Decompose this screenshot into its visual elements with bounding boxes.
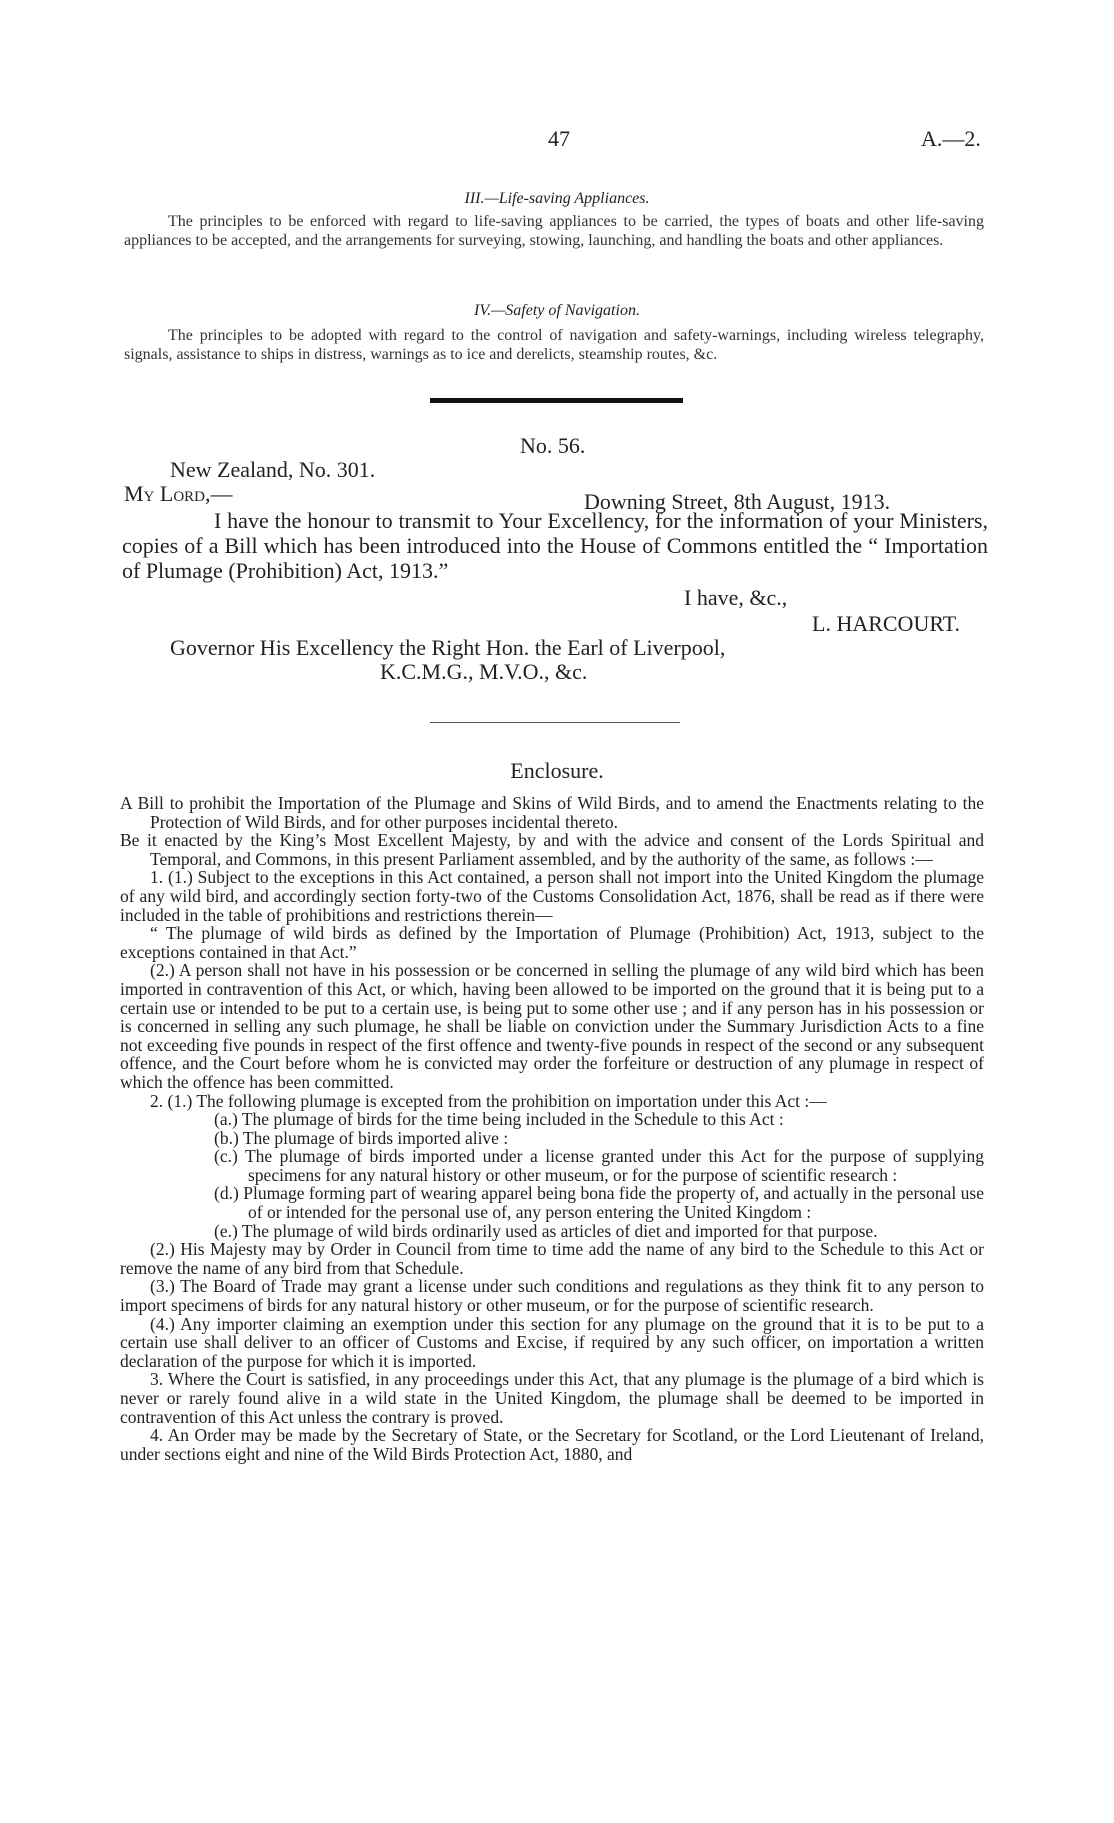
clause-2-1-e: (e.) The plumage of wild birds ordinarily used as articles of diet and imported for that purpose. <box>214 1220 878 1241</box>
clause-2-1-a: (a.) The plumage of birds for the time being included in the Schedule to this Act : <box>214 1109 784 1130</box>
clause-1-1-quote: “ The plumage of wild birds as defined by the Importation of Plumage (Prohibition) Act, 1913, subject to the exceptions contained in that Act.” <box>120 923 984 962</box>
document-reference: A.—2. <box>921 126 981 151</box>
despatch-closing: I have, &c., <box>684 585 788 610</box>
section-divider-thin <box>430 722 680 723</box>
enclosure-body <box>120 794 984 1463</box>
enclosure-heading: Enclosure. <box>510 758 604 783</box>
clause-2-1-d: (d.) Plumage forming part of wearing apparel being bona fide the property of, and actually in the personal use of or intended for the personal use of, any person entering the United Kingdom : <box>214 1183 984 1223</box>
clause-2-1-b: (b.) The plumage of birds imported alive : <box>214 1127 509 1148</box>
page-number: 47 <box>548 126 570 151</box>
clause-3: 3. Where the Court is satisfied, in any proceedings under this Act, that any plumage is the plumage of a bird which is never or rarely found alive in a wild state in the United Kingdom, the plumage shall be deemed to be imported in contravention of this Act unless the contrary is proved. <box>120 1369 984 1427</box>
clause-2-1: 2. (1.) The following plumage is excepted from the prohibition on importation under this Act :— <box>150 1090 827 1111</box>
bill-title: A Bill to prohibit the Importation of the Plumage and Skins of Wild Birds, and to amend the Enactments relating to the Protection of Wild Birds, and for other purposes incidental thereto. <box>120 793 984 832</box>
despatch-signature: L. HARCOURT. <box>812 611 960 636</box>
section-title-navigation: IV.—Safety of Navigation. <box>474 302 640 319</box>
clause-2-1-c: (c.) The plumage of birds imported under a license granted under this Act for the purpose of supplying specimens for any natural history or other museum, or for the purpose of scientific research : <box>214 1146 984 1185</box>
clause-2-3: (3.) The Board of Trade may grant a license under such conditions and regulations as they think fit to any person to import specimens of birds for any natural history or other museum, or for the purpose of scientific research. <box>120 1276 984 1316</box>
despatch-number: No. 56. <box>520 433 586 458</box>
section-text-navigation: The principles to be adopted with regard to the control of navigation and safety-warnings, including wireless telegraphy, signals, assistance to ships in distress, warnings as to ice and derelicts, steamship routes, &c. <box>124 327 984 363</box>
section-text-life-saving: The principles to be enforced with regard to life-saving appliances to be carried, the types of boats and other life-saving appliances to be accepted, and the arrangements for surveying, stowing, launching, and handling the boats and other appliances. <box>124 213 984 249</box>
despatch-addressee-honours: K.C.M.G., M.V.O., &c. <box>380 659 588 684</box>
despatch-reference: New Zealand, No. 301. <box>170 457 376 482</box>
clause-4: 4. An Order may be made by the Secretary of State, or the Secretary for Scotland, or the Lord Lieutenant of Ireland, under sections eight and nine of the Wild Birds Protection Act, 1880, and <box>120 1425 984 1464</box>
enacting-formula: Be it enacted by the King’s Most Excellent Majesty, by and with the advice and consent of the Lords Spiritual and Temporal, and Commons, in this present Parliament assembled, and by the authority of the same, as follows :— <box>120 830 984 869</box>
despatch-addressee: Governor His Excellency the Right Hon. the Earl of Liverpool, <box>170 635 726 660</box>
despatch-salutation: My Lord,— <box>124 481 233 506</box>
clause-1-2: (2.) A person shall not have in his possession or be concerned in selling the plumage of any wild bird which has been imported in contravention of this Act, or which, having been allowed to be imported on the ground that it is being put to a certain use or intended to be put to a certain use, is being put to some other use ; and if any person has in his possession or is concerned in selling any such plumage, he shall be liable on conviction under the Summary Jurisdiction Acts to a fine not exceeding five pounds in respect of the first offence and twenty-five pounds in respect of the second or any subsequent offence, and the Court before whom he is convicted may order the forfeiture or destruction of any plumage in respect of which the offence has been committed. <box>120 960 984 1092</box>
clause-1-1: 1. (1.) Subject to the exceptions in this Act contained, a person shall not import into the United Kingdom the plumage of any wild bird, and accordingly section forty-two of the Customs Consolidation Act, 1876, shall be read as if there were included in the table of prohibitions and restrictions therein— <box>120 867 984 925</box>
section-title-life-saving: III.—Life-saving Appliances. <box>464 190 650 207</box>
clause-2-4: (4.) Any importer claiming an exemption under this section for any plumage on the ground that it is to be put to a certain use shall deliver to an officer of Customs and Excise, if required by any such officer, on importation a written declaration of the purpose for which it is imported. <box>120 1313 984 1371</box>
section-divider-thick <box>430 398 683 403</box>
despatch-date: Downing Street, 8th August, 1913. <box>584 489 891 514</box>
clause-2-2: (2.) His Majesty may by Order in Council from time to time add the name of any bird to the Schedule to this Act or remove the name of any bird from that Schedule. <box>120 1239 984 1278</box>
despatch-body: I have the honour to transmit to Your Excellency, for the information of your Ministers, copies of a Bill which has been introduced into the House of Commons entitled the “ Importation of Plumage (Prohibition) Act, 1913.” <box>122 508 988 583</box>
